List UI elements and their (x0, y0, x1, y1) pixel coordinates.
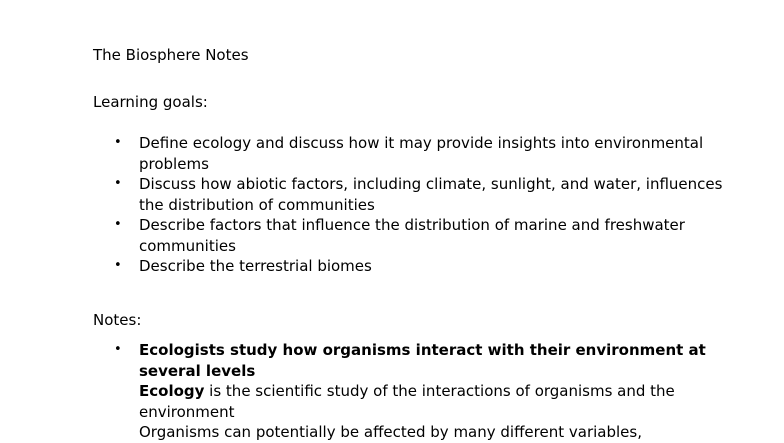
bullet-icon: • (114, 135, 122, 150)
bullet-icon: • (114, 176, 122, 191)
bullet-icon: • (114, 258, 122, 273)
learning-goal-text: Discuss how abiotic factors, including climate, sunlight, and water, influences the distribution of communities (139, 175, 723, 214)
learning-goals-heading: Learning goals: (93, 93, 208, 111)
list-item (114, 340, 739, 443)
note-term: Ecology (139, 382, 205, 400)
learning-goal-text: Describe the terrestrial biomes (139, 257, 372, 275)
learning-goal-text: Describe factors that influence the distribution of marine and freshwater communities (139, 216, 685, 255)
notes-heading: Notes: (93, 311, 142, 329)
note-definition (139, 381, 739, 422)
bullet-icon: • (114, 217, 122, 232)
learning-goal-text: Define ecology and discuss how it may provide insights into environmental problems (139, 134, 704, 173)
list-item (114, 215, 739, 256)
note-heading: Ecologists study how organisms interact with their environment at several levels (139, 341, 706, 380)
list-item (114, 174, 739, 215)
notes-list (114, 340, 739, 443)
document-title: The Biosphere Notes (93, 46, 249, 64)
bullet-icon: • (114, 342, 122, 357)
note-text: Organisms can potentially be affected by many different variables, (139, 423, 642, 441)
note-definition-text: is the scientific study of the interactions of organisms and the environment (139, 382, 675, 421)
list-item (114, 133, 739, 174)
list-item (114, 256, 739, 277)
learning-goals-list (114, 133, 739, 277)
